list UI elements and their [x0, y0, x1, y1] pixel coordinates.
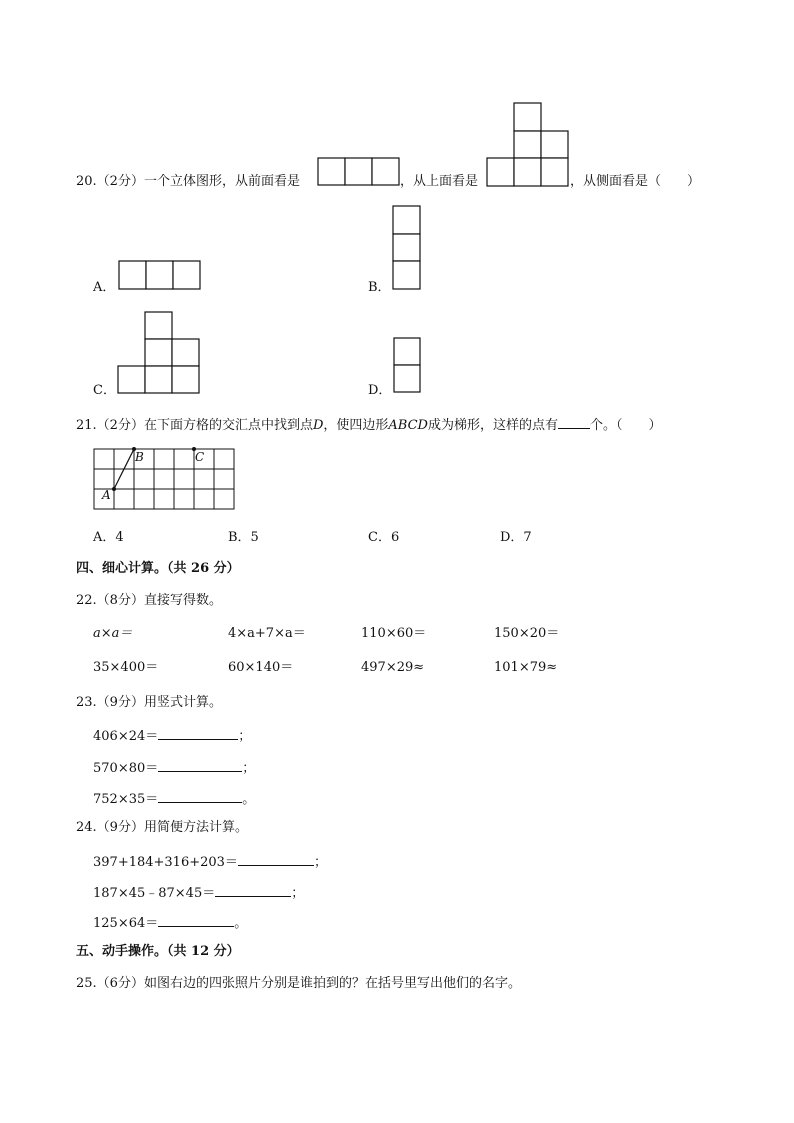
q21-grid-figure: [93, 448, 238, 512]
q20-option-b-figure[interactable]: [392, 205, 422, 291]
q24-item-2-blank[interactable]: [215, 884, 291, 897]
q24-item-2-end: ；: [291, 886, 305, 901]
q20-option-b-label: B．: [368, 280, 391, 295]
q24-stem: 24.（9分）用简便方法计算。: [76, 820, 248, 835]
q21-quad-name: ABCD: [388, 418, 428, 433]
q22-item-2: 4×a+7×a＝: [228, 626, 306, 641]
q21-label-a: A: [102, 488, 111, 502]
q21-label-c: C: [195, 450, 205, 464]
q21-answer-blank[interactable]: [558, 416, 590, 429]
q23-item-3-blank[interactable]: [158, 790, 242, 803]
q21-stem-part4: 个。（ ）: [589, 418, 662, 433]
q20-option-c-figure[interactable]: [117, 311, 201, 395]
q23-stem: 23.（9分）用竖式计算。: [76, 695, 222, 710]
q22-item-1: a×a＝: [93, 626, 133, 641]
q24-item-3-blank[interactable]: [158, 914, 234, 927]
q22-item-3: 110×60＝: [361, 626, 427, 641]
q23-item-2-end: ；: [242, 761, 256, 776]
q22-stem: 22.（8分）直接写得数。: [76, 593, 222, 608]
section4-heading: 四、细心计算。（共 26 分）: [76, 561, 240, 576]
q23-item-1-end: ；: [238, 729, 252, 744]
q23-item-1: [93, 727, 251, 743]
q24-item-1-end: ；: [313, 855, 327, 870]
q21-stem-part3: 成为梯形，这样的点有: [427, 418, 558, 433]
q20-option-a-figure[interactable]: [118, 260, 202, 290]
q21-option-a[interactable]: A．4: [93, 530, 124, 545]
q22-item-8: 101×79≈: [494, 660, 558, 675]
q21-option-c[interactable]: C．6: [368, 530, 400, 545]
q22-item-7: 497×29≈: [361, 660, 425, 675]
q20-stem-part1: 20.（2分）一个立体图形，从前面看是: [76, 174, 300, 189]
q24-item-3-expr: 125×64＝: [93, 916, 159, 931]
q23-item-1-blank[interactable]: [158, 727, 238, 740]
q24-item-1-expr: 397+184+316+203＝: [93, 855, 238, 870]
q20-option-d-figure[interactable]: [393, 337, 423, 395]
q21-stem-part2: ，使四边形: [323, 418, 389, 433]
q23-item-3: [93, 790, 255, 806]
q21-option-b[interactable]: B．5: [228, 530, 259, 545]
q20-option-d-label: D．: [368, 383, 392, 398]
q23-item-2: [93, 759, 255, 775]
q22-item-4: 150×20＝: [494, 626, 560, 641]
q22-item-5: 35×400＝: [93, 660, 159, 675]
q21-point-d: D: [312, 418, 324, 433]
q20-stem-part3: ，从侧面看是（ ）: [570, 174, 701, 189]
q20-stem-part2: ，从上面看是: [400, 174, 479, 189]
q23-item-3-end: 。: [242, 792, 256, 807]
q21-stem: [76, 416, 662, 432]
q20-option-a-label: A．: [93, 280, 116, 295]
q24-item-1-blank[interactable]: [238, 853, 314, 866]
q20-top-view-figure: [486, 102, 570, 188]
q24-item-3-end: 。: [234, 916, 248, 931]
q23-item-3-expr: 752×35＝: [93, 792, 159, 807]
q21-option-d[interactable]: D．7: [500, 530, 532, 545]
q25-stem: 25.（6分）如图右边的四张照片分别是谁拍到的？在括号里写出他们的名字。: [76, 976, 521, 991]
q24-item-2: [93, 884, 304, 900]
q24-item-3: [93, 914, 247, 930]
q21-stem-part1: 21.（2分）在下面方格的交汇点中找到点: [76, 418, 313, 433]
q24-item-2-expr: 187×45﹣87×45＝: [93, 886, 216, 901]
q22-item-6: 60×140＝: [228, 660, 294, 675]
q23-item-1-expr: 406×24＝: [93, 729, 159, 744]
q20-option-c-label: C．: [93, 383, 116, 398]
q21-label-b: B: [135, 450, 144, 464]
q23-item-2-expr: 570×80＝: [93, 761, 159, 776]
section5-heading: 五、动手操作。（共 12 分）: [76, 944, 240, 959]
q23-item-2-blank[interactable]: [158, 759, 242, 772]
q20-front-view-figure: [317, 157, 401, 187]
q24-item-1: [93, 853, 327, 869]
